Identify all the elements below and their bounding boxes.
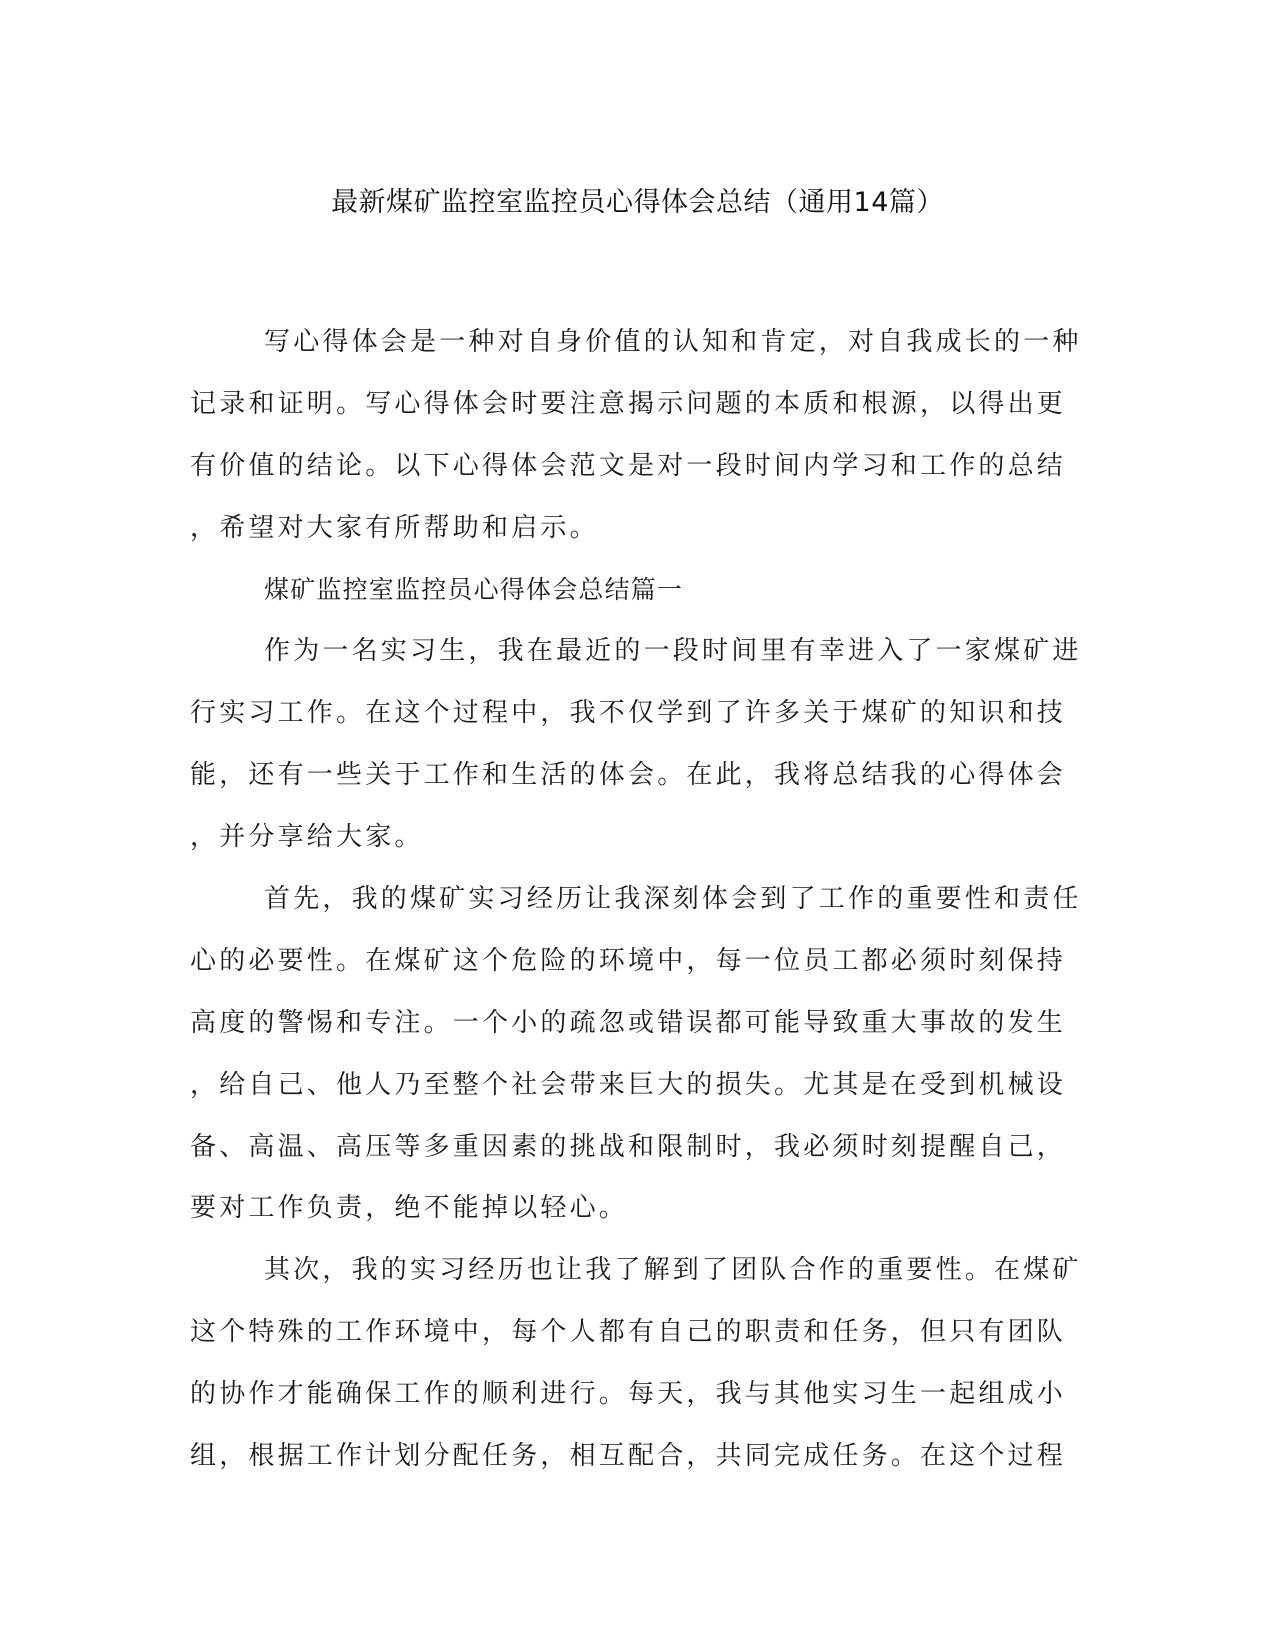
text-line: 能，还有一些关于工作和生活的体会。在此，我将总结我的心得体会 bbox=[190, 760, 1067, 791]
text-line: 这个特殊的工作环境中，每个人都有自己的职责和任务，但只有团队 bbox=[190, 1317, 1067, 1348]
text-line: 其次，我的实习经历也让我了解到了团队合作的重要性。在煤矿 bbox=[264, 1255, 1082, 1286]
text-line: ，给自己、他人乃至整个社会带来巨大的损失。尤其是在受到机械设 bbox=[190, 1069, 1067, 1100]
text-line: 的协作才能确保工作的顺利进行。每天，我与其他实习生一起组成小 bbox=[190, 1379, 1067, 1410]
text-line: 要对工作负责，绝不能掉以轻心。 bbox=[190, 1193, 629, 1224]
text-line: 记录和证明。写心得体会时要注意揭示问题的本质和根源，以得出更 bbox=[190, 388, 1067, 419]
text-line: 高度的警惕和专注。一个小的疏忽或错误都可能导致重大事故的发生 bbox=[190, 1007, 1067, 1038]
text-line: 行实习工作。在这个过程中，我不仅学到了许多关于煤矿的知识和技 bbox=[190, 698, 1067, 729]
text-line: 写心得体会是一种对自身价值的认知和肯定，对自我成长的一种 bbox=[264, 327, 1082, 357]
text-line: ，并分享给大家。 bbox=[190, 822, 424, 853]
text-line: 备、高温、高压等多重因素的挑战和限制时，我必须时刻提醒自己， bbox=[190, 1131, 1067, 1162]
text-line: ，希望对大家有所帮助和启示。 bbox=[190, 512, 599, 543]
text-line: 组，根据工作计划分配任务，相互配合，共同完成任务。在这个过程 bbox=[190, 1441, 1067, 1472]
text-line: 有价值的结论。以下心得体会范文是对一段时间内学习和工作的总结 bbox=[190, 450, 1067, 481]
text-line: 首先，我的煤矿实习经历让我深刻体会到了工作的重要性和责任 bbox=[264, 884, 1082, 915]
document-body bbox=[190, 322, 1080, 1498]
section-heading: 煤矿监控室监控员心得体会总结篇一 bbox=[264, 574, 684, 604]
text-line: 心的必要性。在煤矿这个危险的环境中，每一位员工都必须时刻保持 bbox=[190, 945, 1067, 976]
document-title: 最新煤矿监控室监控员心得体会总结（通用14篇） bbox=[331, 187, 944, 218]
text-line: 作为一名实习生，我在最近的一段时间里有幸进入了一家煤矿进 bbox=[264, 636, 1082, 667]
